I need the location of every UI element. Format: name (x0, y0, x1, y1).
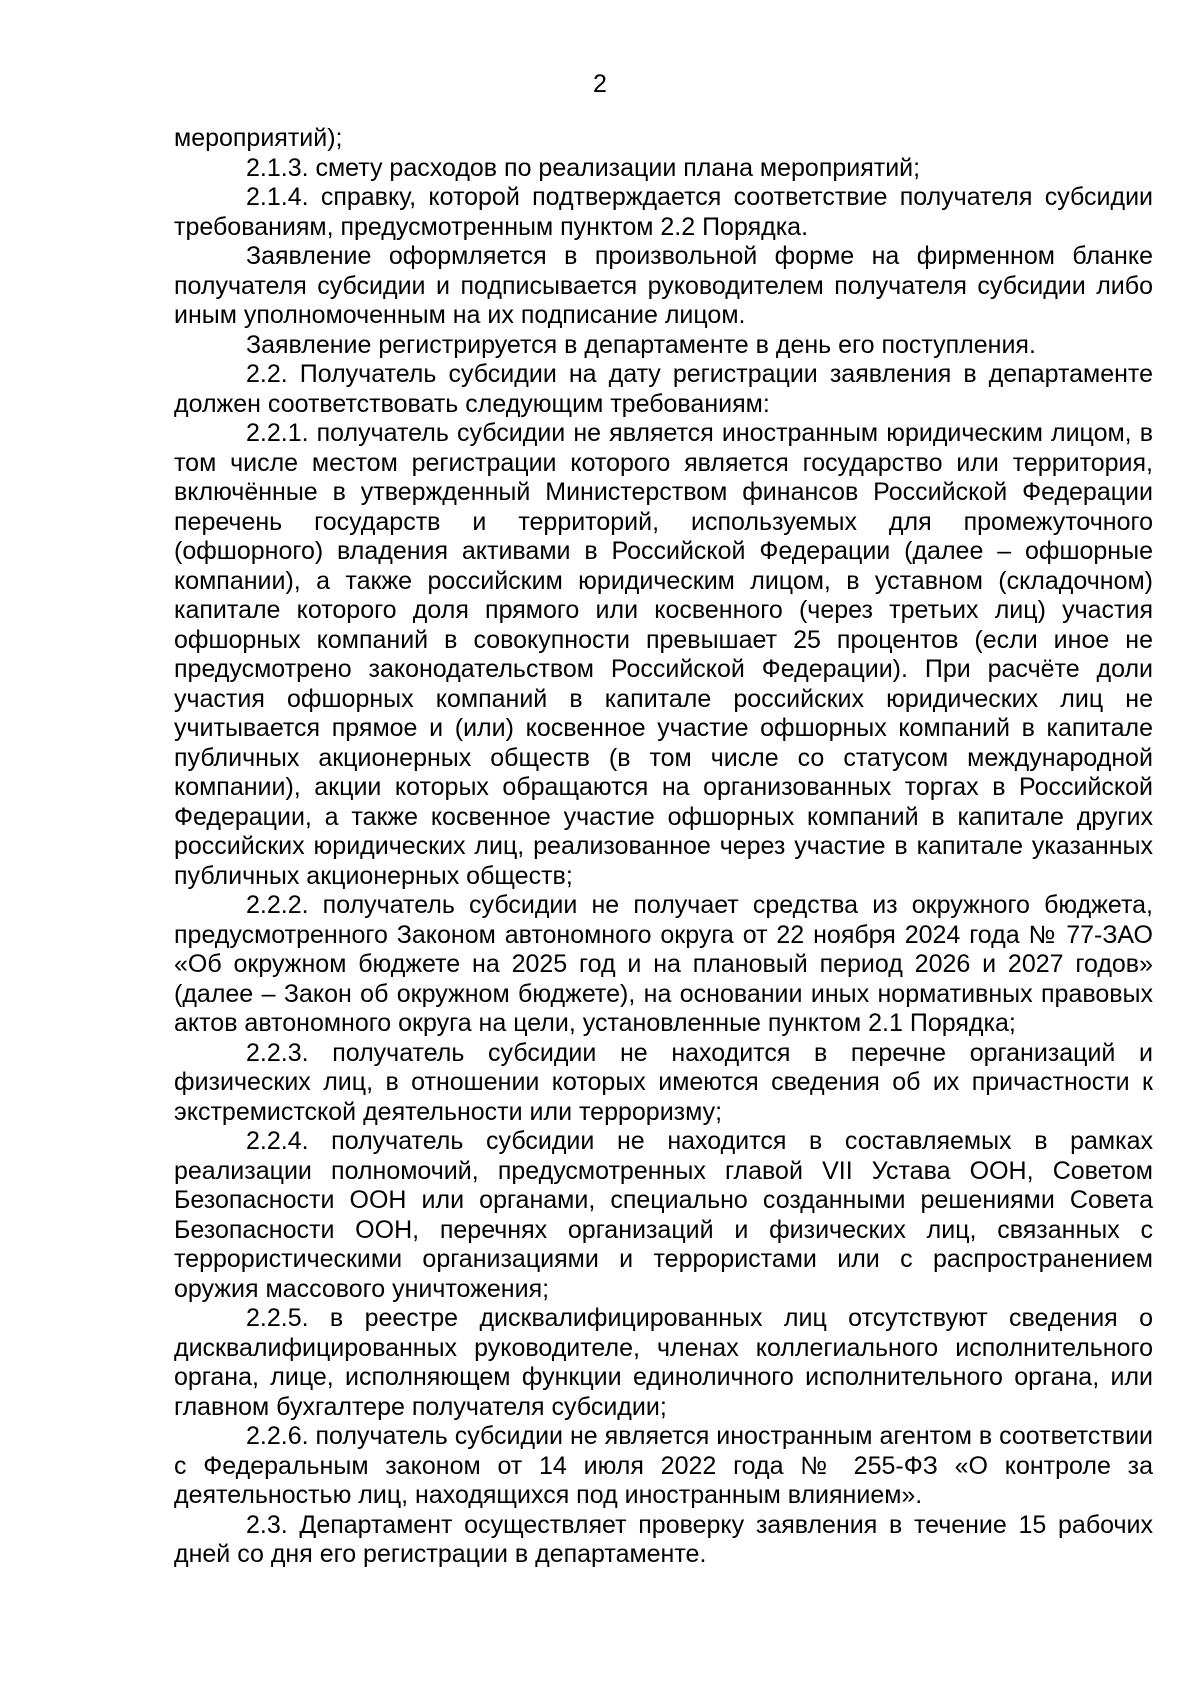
paragraph-2-2-6: 2.2.6. получатель субсидии не является иностранным агентом в соответствии с Федеральным законом от 14 июля 2022 года № 255-ФЗ «О контроле за деятельностью лиц, находящихся под иностранным влиянием». (174, 1422, 1153, 1509)
paragraph-2-2-2: 2.2.2. получатель субсидии не получает средства из окружного бюджета, предусмотренного Законом автономного округа от 22 ноября 2024 года № 77-ЗАО «Об окружном бюджете на 2025 год и на плановый период 2026 и 2027 годов» (далее – Закон об окружном бюджете), на основании иных нормативных правовых актов автономного округа на цели, установленные пунктом 2.1 Порядка; (174, 891, 1153, 1037)
paragraph-application-form: Заявление оформляется в произвольной форме на фирменном бланке получателя субсидии и подписывается руководителем получателя субсидии либо иным уполномоченным на их подписание лицом. (174, 242, 1153, 329)
page-number: 2 (593, 70, 607, 98)
paragraph-application-registration: Заявление регистрируется в департаменте в день его поступления. (246, 330, 1036, 359)
paragraph-2-2-5: 2.2.5. в реестре дисквалифицированных лиц отсутствуют сведения о дисквалифицированных руководителе, членах коллегиального исполнительного органа, лице, исполняющем функции единоличного исполнительного органа, или главном бухгалтере получателя субсидии; (174, 1304, 1153, 1421)
paragraph-2-2-4: 2.2.4. получатель субсидии не находится в составляемых в рамках реализации полномочий, предусмотренных главой VII Устава ООН, Советом Безопасности ООН или органами, специально созданными решениями Совета Безопасности ООН, перечнях организаций и физических лиц, связанных с террористическими организациями и террористами или с распространением оружия массового уничтожения; (174, 1127, 1153, 1303)
paragraph-2-3: 2.3. Департамент осуществляет проверку заявления в течение 15 рабочих дней со дня его регистрации в департаменте. (174, 1510, 1153, 1568)
paragraph-2-2: 2.2. Получатель субсидии на дату регистрации заявления в департаменте должен соответствовать следующим требованиям: (174, 360, 1153, 418)
document-body (174, 124, 1153, 1570)
paragraph-2-2-1: 2.2.1. получатель субсидии не является иностранным юридическим лицом, в том числе местом регистрации которого является государство или территория, включённые в утвержденный Министерством финансов Российской Федерации перечень государств и территорий, используемых для промежуточного (офшорного) владения активами в Российской Федерации (далее – офшорные компании), а также российским юридическим лицом, в уставном (складочном) капитале которого доля прямого или косвенного (через третьих лиц) участия офшорных компаний в совокупности превышает 25 процентов (если иное не предусмотрено законодательством Российской Федерации). При расчёте доли участия офшорных компаний в капитале российских юридических лиц не учитывается прямое и (или) косвенное участие офшорных компаний в капитале публичных акционерных обществ (в том числе со статусом международной компании), акции которых обращаются на организованных торгах в Российской Федерации, а также косвенное участие офшорных компаний в капитале других российских юридических лиц, реализованное через участие в капитале указанных публичных акционерных обществ; (174, 419, 1153, 890)
paragraph-2-2-3: 2.2.3. получатель субсидии не находится в перечне организаций и физических лиц, в отношении которых имеются сведения об их причастности к экстремистской деятельности или терроризму; (174, 1038, 1153, 1126)
paragraph-2-1-4: 2.1.4. справку, которой подтверждается соответствие получателя субсидии требованиям, предусмотренным пунктом 2.2 Порядка. (174, 183, 1153, 241)
paragraph-continuation: мероприятий); (174, 124, 343, 152)
paragraph-2-1-3: 2.1.3. смету расходов по реализации плана мероприятий; (246, 153, 921, 182)
